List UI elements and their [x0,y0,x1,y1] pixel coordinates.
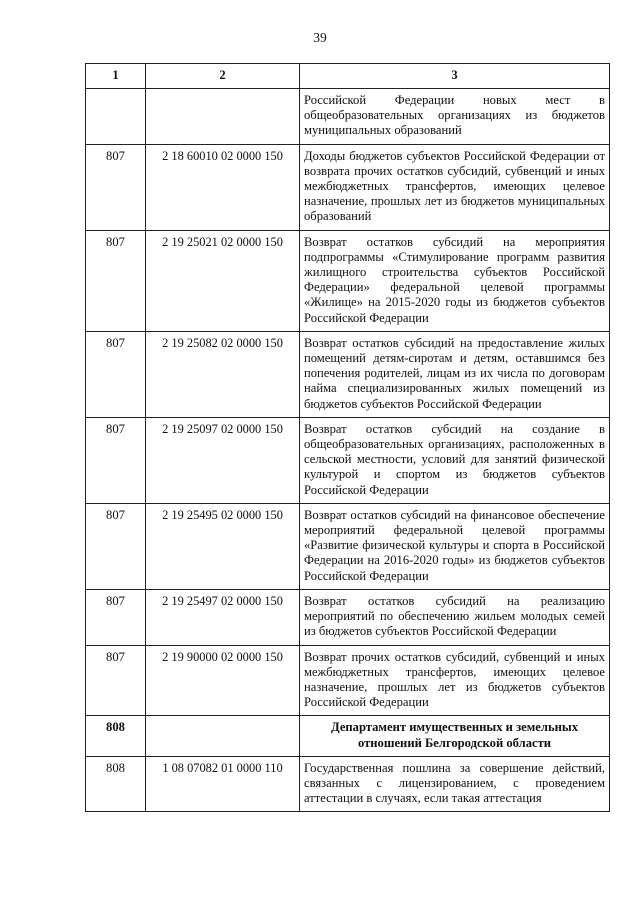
admin-code-cell: 807 [86,230,146,331]
budget-codes-table [85,63,610,812]
admin-code-cell: 807 [86,645,146,716]
table-row [86,89,610,145]
budget-code-cell: 2 19 25097 02 0000 150 [146,417,300,503]
budget-code-cell [146,716,300,756]
section-header-row [86,716,610,756]
budget-code-cell: 2 19 25082 02 0000 150 [146,331,300,417]
budget-code-cell: 1 08 07082 01 0000 110 [146,756,300,812]
table-row [86,331,610,417]
table-header-row [86,64,610,89]
table-row [86,503,610,589]
admin-code-cell: 807 [86,144,146,230]
description-cell: Возврат остатков субсидий на реализацию мероприятий по обеспечению жильем молодых семей из бюджетов субъектов Российской Федерации [300,589,610,645]
table-row [86,589,610,645]
admin-code-cell: 807 [86,417,146,503]
column-header-2: 2 [146,64,300,89]
description-cell: Возврат остатков субсидий на мероприятия подпрограммы «Стимулирование программ развития жилищного строительства субъектов Российской Федерации» федеральной целевой программы «Жилище» на 2015-2020 годы из бюджетов субъектов Российской Федерации [300,230,610,331]
description-cell: Возврат прочих остатков субсидий, субвенций и иных межбюджетных трансфертов, имеющих целевое назначение, прошлых лет из бюджетов субъектов Российской Федерации [300,645,610,716]
admin-code-cell: 807 [86,503,146,589]
description-cell: Доходы бюджетов субъектов Российской Федерации от возврата прочих остатков субсидий, субвенций и иных межбюджетных трансфертов, имеющих целевое назначение, прошлых лет из бюджетов муниципальных образований [300,144,610,230]
table-row [86,144,610,230]
table-row [86,756,610,812]
column-header-3: 3 [300,64,610,89]
admin-code-cell: 808 [86,756,146,812]
description-cell: Государственная пошлина за совершение действий, связанных с лицензированием, с проведением аттестации в случаях, если такая аттестация [300,756,610,812]
description-cell: Возврат остатков субсидий на предоставление жилых помещений детям-сиротам и детям, оставшимся без попечения родителей, лицам из их числа по договорам найма специализированных жилых помещений из бюджетов субъектов Российской Федерации [300,331,610,417]
budget-code-cell: 2 19 25497 02 0000 150 [146,589,300,645]
table-row [86,417,610,503]
budget-code-cell: 2 19 25021 02 0000 150 [146,230,300,331]
admin-code-cell: 807 [86,331,146,417]
admin-code-cell: 808 [86,716,146,756]
budget-code-cell: 2 19 90000 02 0000 150 [146,645,300,716]
table-row [86,645,610,716]
budget-code-cell: 2 19 25495 02 0000 150 [146,503,300,589]
description-cell: Возврат остатков субсидий на финансовое обеспечение мероприятий федеральной целевой программы «Развитие физической культуры и спорта в Российской Федерации на 2016-2020 годы» из бюджетов субъектов Российской Федерации [300,503,610,589]
budget-code-cell [146,89,300,145]
column-header-1: 1 [86,64,146,89]
description-cell: Возврат остатков субсидий на создание в общеобразовательных организациях, расположенных в сельской местности, условий для занятий физической культурой и спортом из бюджетов субъектов Российской Федерации [300,417,610,503]
page-number: 39 [313,30,327,45]
department-heading: Департамент имущественных и земельных отношений Белгородской области [300,716,610,756]
table-row [86,230,610,331]
description-cell: Российской Федерации новых мест в общеобразовательных организациях из бюджетов муниципальных образований [300,89,610,145]
admin-code-cell: 807 [86,589,146,645]
admin-code-cell [86,89,146,145]
budget-code-cell: 2 18 60010 02 0000 150 [146,144,300,230]
